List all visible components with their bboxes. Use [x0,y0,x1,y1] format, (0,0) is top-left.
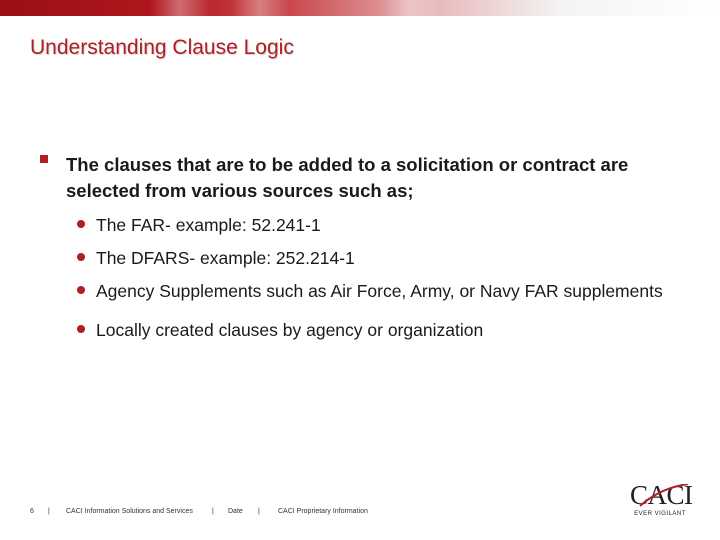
logo-tagline: EVER VIGILANT [634,511,686,517]
band-stripe [230,0,290,16]
caci-logo [630,480,693,524]
footer-separator: | [48,508,50,515]
band-stripe [150,0,210,16]
footer-separator: | [212,508,214,515]
round-bullet-icon [77,220,85,228]
sub-bullet-text: Locally created clauses by agency or organization [96,320,484,340]
logo-red-slash-icon [630,484,690,508]
footer-date: Date [228,508,243,515]
round-bullet-icon [77,286,85,294]
round-bullet-icon [77,253,85,261]
page-number: 6 [30,508,34,515]
sub-bullet-text: Agency Supplements such as Air Force, Army, or Navy FAR supplements [96,281,663,301]
footer-separator: | [258,508,260,515]
sub-bullet-text: The DFARS- example: 252.214-1 [96,248,355,268]
sub-bullet-list [36,214,686,341]
logo-wordmark: CACI [630,480,693,510]
sub-bullet [96,280,686,302]
main-bullet-text: The clauses that are to be added to a solicitation or contract are selected from various sources such as; [66,154,629,201]
sub-bullet-text: The FAR- example: 52.241-1 [96,215,321,235]
square-bullet-icon [40,155,48,163]
footer-company: CACI Information Solutions and Services [66,508,193,515]
top-decorative-band [0,0,720,16]
slide-body [36,152,686,352]
sub-bullet [96,319,686,341]
footer-proprietary: CACI Proprietary Information [278,508,368,515]
main-bullet [36,152,686,204]
sub-bullet [96,214,686,236]
round-bullet-icon [77,325,85,333]
sub-bullet [96,247,686,269]
slide-title: Understanding Clause Logic [30,36,294,59]
band-stripe [380,0,440,16]
